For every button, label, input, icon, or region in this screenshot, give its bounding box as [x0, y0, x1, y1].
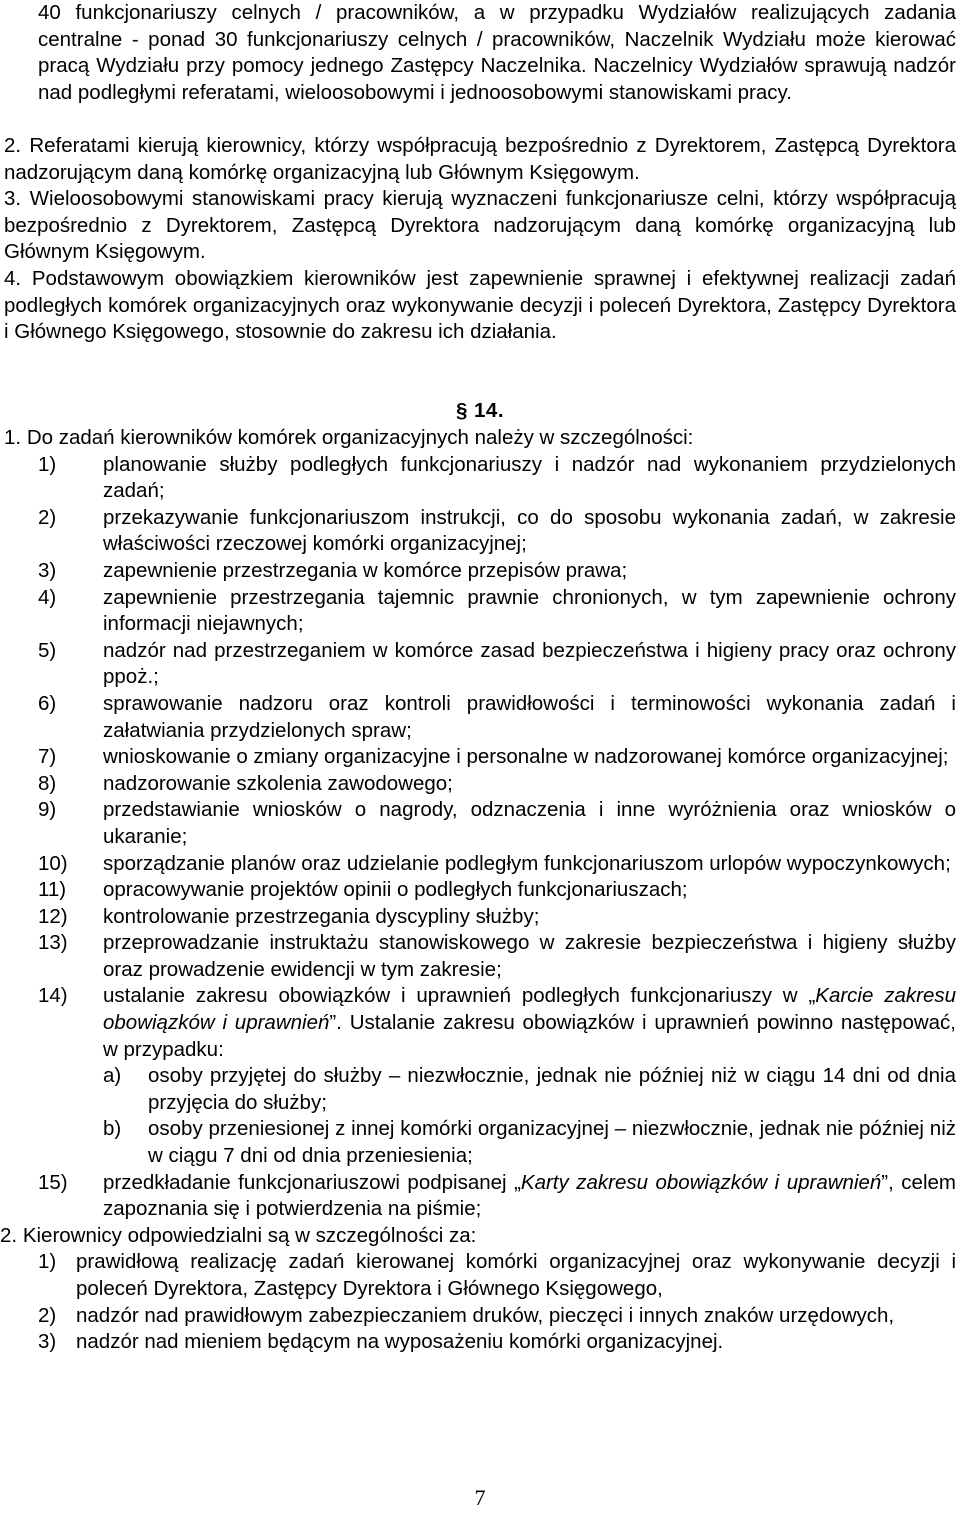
- list-item: [38, 904, 956, 931]
- list-item-number: 3): [38, 558, 57, 582]
- section-1-number: 1.: [4, 426, 22, 449]
- page-number: [0, 1485, 960, 1511]
- list-item-number: 14): [38, 984, 68, 1008]
- list-item-number: 10): [38, 851, 68, 875]
- list-item-number: 5): [38, 638, 57, 662]
- list-item-14: [38, 983, 956, 1063]
- list-item-text: przedstawianie wniosków o nagrody, odznaczenia i inne wyróżnienia oraz wniosków o ukaranie;: [103, 798, 956, 848]
- point-3-number: 3.: [4, 187, 22, 210]
- list-item-number: 8): [38, 771, 57, 795]
- sub-list-item-text: osoby przyjętej do służby – niezwłocznie, jednak nie później niż w ciągu 14 dni od dnia przyjęcia do służby;: [148, 1064, 956, 1114]
- section-2-lead-text: Kierownicy odpowiedzialni są w szczególności za:: [22, 1223, 477, 1247]
- section-1-lead-text: Do zadań kierowników komórek organizacyjnych należy w szczególności:: [26, 426, 694, 449]
- point-4-number: 4.: [4, 267, 22, 290]
- list-item: [38, 585, 956, 638]
- section-label: § 14.: [455, 399, 505, 422]
- section-1-list: [4, 452, 956, 1223]
- list-item: [38, 1303, 956, 1330]
- list-item: [38, 744, 956, 771]
- section-1: [0, 425, 957, 1356]
- list-item: [38, 691, 956, 744]
- list-item-text: kontrolowanie przestrzegania dyscypliny służby;: [103, 904, 540, 928]
- list-item-text: nadzór nad mieniem będącym na wyposażeniu komórki organizacyjnej.: [76, 1330, 724, 1354]
- list-item-number: 11): [38, 878, 67, 902]
- intro-text: 40 funkcjonariuszy celnych / pracowników, a w przypadku Wydziałów realizujących zadania centralne - ponad 30 funkcjonariuszy celnych / pracowników, Naczelnik Wydziału może kierować pracą Wydziału przy pomocy jednego Zastępcy Naczelnika. Naczelnicy Wydziałów sprawują nadzór nad podległymi referatami, wieloosobowymi i jednoosobowymi stanowiskami pracy.: [38, 1, 956, 104]
- section-2-list: [0, 1249, 956, 1355]
- list-item: [38, 797, 956, 850]
- list-item: [38, 638, 956, 691]
- list-item-number: 15): [38, 1170, 68, 1194]
- list-item: [38, 1329, 956, 1356]
- point-2-number: 2.: [4, 134, 22, 157]
- list-item-number: 2): [38, 1303, 57, 1327]
- list-item-text: zapewnienie przestrzegania tajemnic prawnie chronionych, w tym zapewnienie ochrony informacji niejawnych;: [103, 585, 956, 636]
- list-item-15-text-end: ”, celem zapoznania się i potwierdzenia na piśmie;: [103, 1170, 956, 1221]
- section-2-lead: [0, 1223, 956, 1250]
- list-item-15-text-start: przedkładanie funkcjonariuszowi podpisanej „: [103, 1170, 521, 1194]
- section-heading: [0, 398, 960, 425]
- point-3-text: Wieloosobowymi stanowiskami pracy kierują wyznaczeni funkcjonariusze celni, którzy współpracują bezpośrednio z Dyrektorem, Zastępcą Dyrektora nadzorującym daną komórkę organizacyjną lub Głównym Księgowym.: [4, 187, 956, 264]
- list-item-15: [38, 1170, 956, 1223]
- list-item-number: 2): [38, 505, 57, 529]
- list-item-text: zapewnienie przestrzegania w komórce przepisów prawa;: [103, 558, 628, 582]
- list-item-text: planowanie służby podległych funkcjonariuszy i nadzór nad wykonaniem przydzielonych zadań;: [103, 452, 956, 503]
- section-2: [0, 1223, 956, 1356]
- point-4: [4, 266, 956, 346]
- list-item: [38, 505, 956, 558]
- list-item-number: 1): [38, 452, 57, 476]
- list-item: [38, 1249, 956, 1302]
- point-3: [4, 186, 956, 266]
- list-item-text: przekazywanie funkcjonariuszom instrukcji, co do sposobu wykonania zadań, w zakresie właściwości rzeczowej komórki organizacyjnej;: [103, 505, 956, 556]
- list-item-number: 9): [38, 798, 57, 822]
- list-item-text: sporządzanie planów oraz udzielanie podległym funkcjonariuszom urlopów wypoczynkowych;: [103, 851, 951, 875]
- list-item-14-text-end: ”. Ustalanie zakresu obowiązków i uprawnień powinno następować, w przypadku:: [103, 1011, 956, 1061]
- list-item: [38, 558, 956, 585]
- list-item-15-italic: Karty zakresu obowiązków i uprawnień: [520, 1170, 882, 1194]
- intro-paragraph: [38, 0, 956, 106]
- list-item-number: 6): [38, 691, 57, 715]
- list-item-text: nadzór nad prawidłowym zabezpieczaniem druków, pieczęci i innych znaków urzędowych,: [76, 1303, 895, 1327]
- point-2-text: Referatami kierują kierownicy, którzy współpracują bezpośrednio z Dyrektorem, Zastępcą Dyrektora nadzorującym daną komórkę organizacyjną lub Głównym Księgowym.: [4, 134, 956, 184]
- list-item-number: 13): [38, 931, 68, 955]
- list-item-text: wnioskowanie o zmiany organizacyjne i personalne w nadzorowanej komórce organizacyjnej;: [103, 745, 949, 769]
- list-item-number: 4): [38, 585, 57, 609]
- list-item-text: opracowywanie projektów opinii o podległych funkcjonariuszach;: [103, 878, 688, 902]
- list-item: [38, 851, 956, 878]
- list-item-14-text-start: ustalanie zakresu obowiązków i uprawnień podległych funkcjonariuszy w „: [103, 984, 816, 1008]
- section-2-number: 2.: [0, 1223, 18, 1247]
- sub-list-item-letter: b): [103, 1117, 122, 1141]
- sub-list-item-letter: a): [103, 1064, 122, 1088]
- list-item-number: 3): [38, 1330, 57, 1354]
- list-item-text: nadzorowanie szkolenia zawodowego;: [103, 771, 453, 795]
- list-item: [38, 930, 956, 983]
- point-4-text: Podstawowym obowiązkiem kierowników jest zapewnienie sprawnej i efektywnej realizacji zadań podległych komórek organizacyjnych oraz wykonywanie decyzji i poleceń Dyrektora, Zastępcy Dyrektora i Głównego Księgowego, stosownie do zakresu ich działania.: [4, 267, 956, 344]
- list-item-text: sprawowanie nadzoru oraz kontroli prawidłowości i terminowości wykonania zadań i załatwiania przydzielonych spraw;: [103, 691, 956, 742]
- list-item: [38, 452, 956, 505]
- page-number-text: 7: [474, 1485, 486, 1510]
- point-2: [4, 133, 956, 186]
- list-item-text: prawidłową realizację zadań kierowanej komórki organizacyjnej oraz wykonywanie decyzji i poleceń Dyrektora, Zastępcy Dyrektora i Głównego Księgowego,: [76, 1250, 956, 1300]
- list-item-14-italic: Karcie zakresu obowiązków i uprawnień: [103, 984, 957, 1035]
- sub-list-item-text: osoby przeniesionej z innej komórki organizacyjnej – niezwłocznie, jednak nie później niż w ciągu 7 dni od dnia przeniesienia;: [148, 1117, 956, 1168]
- list-item-number: 1): [38, 1250, 57, 1274]
- section-1-lead: [4, 425, 956, 452]
- list-item-text: przeprowadzanie instruktażu stanowiskowego w zakresie bezpieczeństwa i higieny służby oraz prowadzenie ewidencji w tym zakresie;: [103, 931, 956, 981]
- list-item-text: nadzór nad przestrzeganiem w komórce zasad bezpieczeństwa i higieny pracy oraz ochrony ppoż.;: [103, 638, 956, 689]
- list-item: [38, 877, 956, 904]
- sub-list-item: [38, 1116, 956, 1169]
- sub-list-item: [38, 1063, 956, 1116]
- list-item-number: 7): [38, 745, 57, 769]
- list-item-number: 12): [38, 904, 68, 928]
- list-item: [38, 771, 956, 798]
